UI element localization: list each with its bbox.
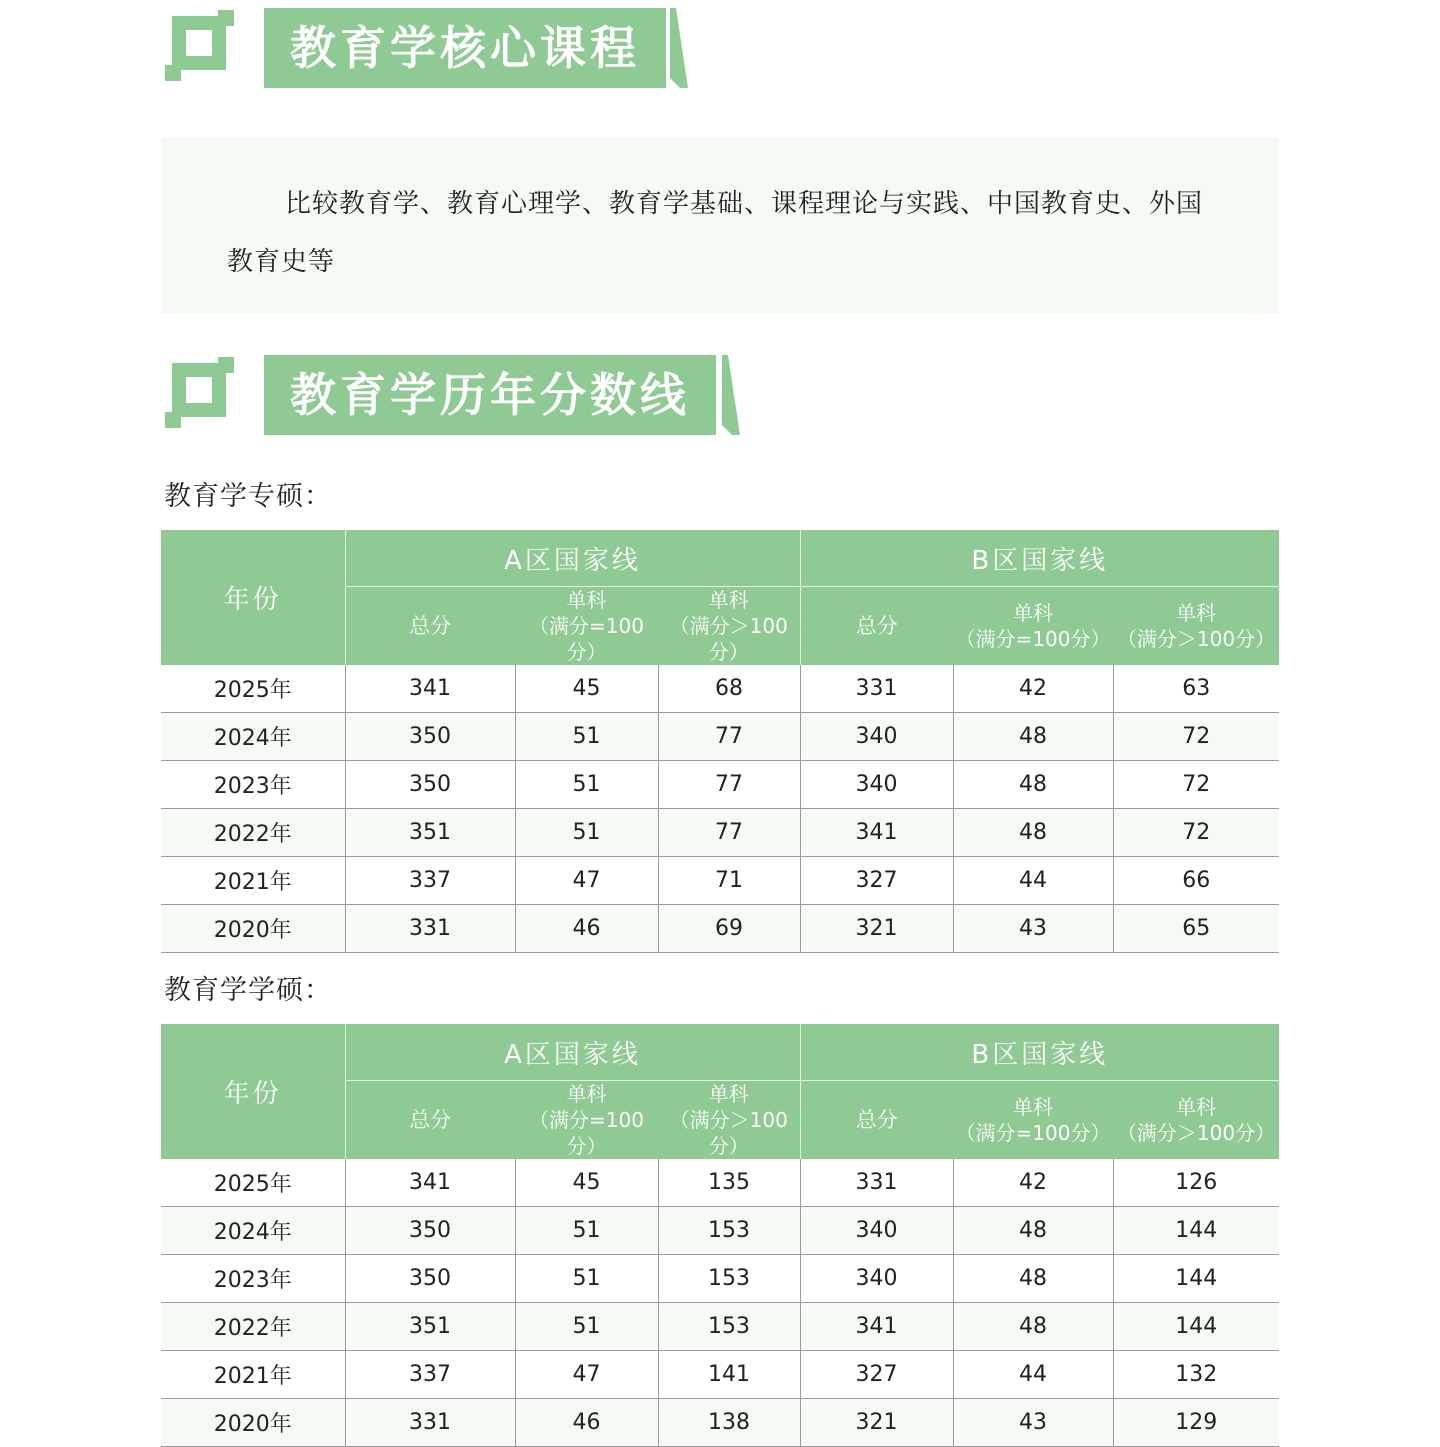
cell-a-single-100: 51 (515, 761, 658, 809)
cell-b-total: 340 (800, 713, 953, 761)
title-slant-decoration (722, 355, 740, 435)
table-row (161, 809, 1279, 857)
header-line: 单科 (566, 588, 607, 612)
cell-year: 2020年 (161, 1399, 345, 1447)
cell-b-single-100: 48 (953, 761, 1113, 809)
header-b-total: 总分 (800, 587, 953, 666)
cell-b-single-over-100: 63 (1113, 665, 1279, 713)
cell-a-single-over-100: 71 (658, 857, 800, 905)
header-zone-a: A区国家线 (345, 1024, 800, 1081)
cell-a-single-100: 46 (515, 905, 658, 953)
header-b-total: 总分 (800, 1081, 953, 1160)
cell-b-total: 321 (800, 1399, 953, 1447)
cell-b-single-100: 48 (953, 1255, 1113, 1303)
course-list-box (161, 137, 1279, 314)
cell-a-total: 341 (345, 665, 515, 713)
cell-b-single-over-100: 72 (1113, 809, 1279, 857)
table-row (161, 713, 1279, 761)
cell-b-total: 341 (800, 1303, 953, 1351)
cell-a-single-over-100: 69 (658, 905, 800, 953)
cell-b-single-100: 42 (953, 665, 1113, 713)
cell-year: 2025年 (161, 1159, 345, 1207)
cell-a-total: 350 (345, 761, 515, 809)
cell-a-single-over-100: 153 (658, 1303, 800, 1351)
cell-b-single-over-100: 72 (1113, 713, 1279, 761)
cell-b-single-100: 48 (953, 713, 1113, 761)
header-b-single-100 (953, 1081, 1113, 1160)
cell-b-single-over-100: 72 (1113, 761, 1279, 809)
cell-b-single-over-100: 132 (1113, 1351, 1279, 1399)
cell-b-single-over-100: 129 (1113, 1399, 1279, 1447)
course-list-text: 比较教育学、教育心理学、教育学基础、课程理论与实践、中国教育史、外国教育史等 (227, 189, 1204, 277)
cell-b-single-100: 44 (953, 857, 1113, 905)
header-a-total: 总分 (345, 587, 515, 666)
cell-a-single-100: 51 (515, 809, 658, 857)
table-row (161, 761, 1279, 809)
header-year: 年份 (161, 1024, 345, 1159)
cell-a-total: 337 (345, 1351, 515, 1399)
header-a-total: 总分 (345, 1081, 515, 1160)
header-zone-a: A区国家线 (345, 530, 800, 587)
table-row (161, 1303, 1279, 1351)
cell-a-total: 350 (345, 1255, 515, 1303)
section-title: 教育学历年分数线 (264, 355, 716, 435)
cell-b-single-over-100: 144 (1113, 1303, 1279, 1351)
cell-b-total: 340 (800, 761, 953, 809)
cell-a-single-over-100: 77 (658, 713, 800, 761)
header-line: 单科 (1176, 601, 1217, 625)
header-line: （满分=100分） (955, 1121, 1111, 1145)
cell-b-total: 327 (800, 857, 953, 905)
section-title: 教育学核心课程 (264, 8, 666, 88)
header-line: 单科 (708, 1082, 749, 1106)
cell-b-total: 331 (800, 1159, 953, 1207)
cell-b-single-over-100: 144 (1113, 1207, 1279, 1255)
header-line: （满分=100分） (529, 614, 644, 664)
cell-b-total: 331 (800, 665, 953, 713)
cell-b-total: 321 (800, 905, 953, 953)
cell-a-total: 337 (345, 857, 515, 905)
table-row (161, 1207, 1279, 1255)
cell-a-single-100: 51 (515, 1303, 658, 1351)
header-b-single-over-100 (1113, 587, 1279, 666)
cell-b-single-over-100: 65 (1113, 905, 1279, 953)
cell-a-single-100: 51 (515, 1255, 658, 1303)
header-line: （满分=100分） (955, 627, 1111, 651)
header-line: （满分＞100分） (1116, 627, 1276, 651)
cell-a-single-over-100: 153 (658, 1255, 800, 1303)
header-line: 单科 (1176, 1095, 1217, 1119)
header-a-single-100 (515, 587, 658, 666)
cell-b-total: 340 (800, 1207, 953, 1255)
header-zone-b: B区国家线 (800, 1024, 1279, 1081)
cell-a-total: 341 (345, 1159, 515, 1207)
cell-year: 2025年 (161, 665, 345, 713)
cell-a-single-100: 47 (515, 1351, 658, 1399)
cell-b-total: 327 (800, 1351, 953, 1399)
title-slant-decoration (670, 8, 688, 88)
cell-a-single-over-100: 138 (658, 1399, 800, 1447)
cell-a-single-over-100: 135 (658, 1159, 800, 1207)
score-table-academic (161, 1024, 1279, 1447)
header-line: （满分=100分） (529, 1108, 644, 1158)
table-row (161, 857, 1279, 905)
cell-b-single-over-100: 144 (1113, 1255, 1279, 1303)
cell-b-total: 341 (800, 809, 953, 857)
cell-year: 2024年 (161, 713, 345, 761)
header-zone-b: B区国家线 (800, 530, 1279, 587)
cell-b-single-100: 42 (953, 1159, 1113, 1207)
cell-a-single-over-100: 77 (658, 761, 800, 809)
cell-year: 2023年 (161, 761, 345, 809)
logo-squares-icon (164, 355, 240, 431)
header-line: 单科 (1013, 1095, 1054, 1119)
header-b-single-100 (953, 587, 1113, 666)
header-line: （满分＞100分） (669, 1108, 788, 1158)
cell-a-single-over-100: 77 (658, 809, 800, 857)
cell-year: 2023年 (161, 1255, 345, 1303)
cell-b-single-100: 44 (953, 1351, 1113, 1399)
header-a-single-over-100 (658, 1081, 800, 1160)
table-heading-academic: 教育学学硕： (164, 975, 332, 1006)
table-row (161, 1255, 1279, 1303)
cell-a-single-over-100: 141 (658, 1351, 800, 1399)
table-row (161, 1399, 1279, 1447)
cell-a-total: 350 (345, 713, 515, 761)
cell-a-single-100: 51 (515, 713, 658, 761)
cell-a-single-100: 45 (515, 665, 658, 713)
cell-b-single-100: 48 (953, 1303, 1113, 1351)
header-line: 单科 (708, 588, 749, 612)
cell-year: 2024年 (161, 1207, 345, 1255)
cell-a-single-over-100: 153 (658, 1207, 800, 1255)
cell-year: 2022年 (161, 809, 345, 857)
cell-a-single-over-100: 68 (658, 665, 800, 713)
cell-b-single-100: 48 (953, 1207, 1113, 1255)
table-heading-professional: 教育学专硕： (164, 481, 332, 512)
header-line: （满分＞100分） (669, 614, 788, 664)
cell-b-single-100: 43 (953, 1399, 1113, 1447)
table-row (161, 1351, 1279, 1399)
cell-a-single-100: 47 (515, 857, 658, 905)
header-line: （满分＞100分） (1116, 1121, 1276, 1145)
header-line: 单科 (566, 1082, 607, 1106)
cell-a-total: 351 (345, 1303, 515, 1351)
cell-a-single-100: 46 (515, 1399, 658, 1447)
cell-year: 2021年 (161, 1351, 345, 1399)
table-row (161, 905, 1279, 953)
cell-a-total: 331 (345, 1399, 515, 1447)
table-row (161, 1159, 1279, 1207)
cell-a-total: 331 (345, 905, 515, 953)
header-a-single-over-100 (658, 587, 800, 666)
header-line: 单科 (1013, 601, 1054, 625)
logo-squares-icon (164, 8, 240, 84)
cell-a-total: 351 (345, 809, 515, 857)
cell-b-single-over-100: 126 (1113, 1159, 1279, 1207)
cell-b-total: 340 (800, 1255, 953, 1303)
header-a-single-100 (515, 1081, 658, 1160)
score-table-professional (161, 530, 1279, 953)
cell-year: 2022年 (161, 1303, 345, 1351)
header-year: 年份 (161, 530, 345, 665)
cell-a-single-100: 51 (515, 1207, 658, 1255)
table-row (161, 665, 1279, 713)
cell-year: 2021年 (161, 857, 345, 905)
header-b-single-over-100 (1113, 1081, 1279, 1160)
cell-b-single-over-100: 66 (1113, 857, 1279, 905)
cell-b-single-100: 48 (953, 809, 1113, 857)
cell-a-total: 350 (345, 1207, 515, 1255)
cell-b-single-100: 43 (953, 905, 1113, 953)
cell-a-single-100: 45 (515, 1159, 658, 1207)
cell-year: 2020年 (161, 905, 345, 953)
